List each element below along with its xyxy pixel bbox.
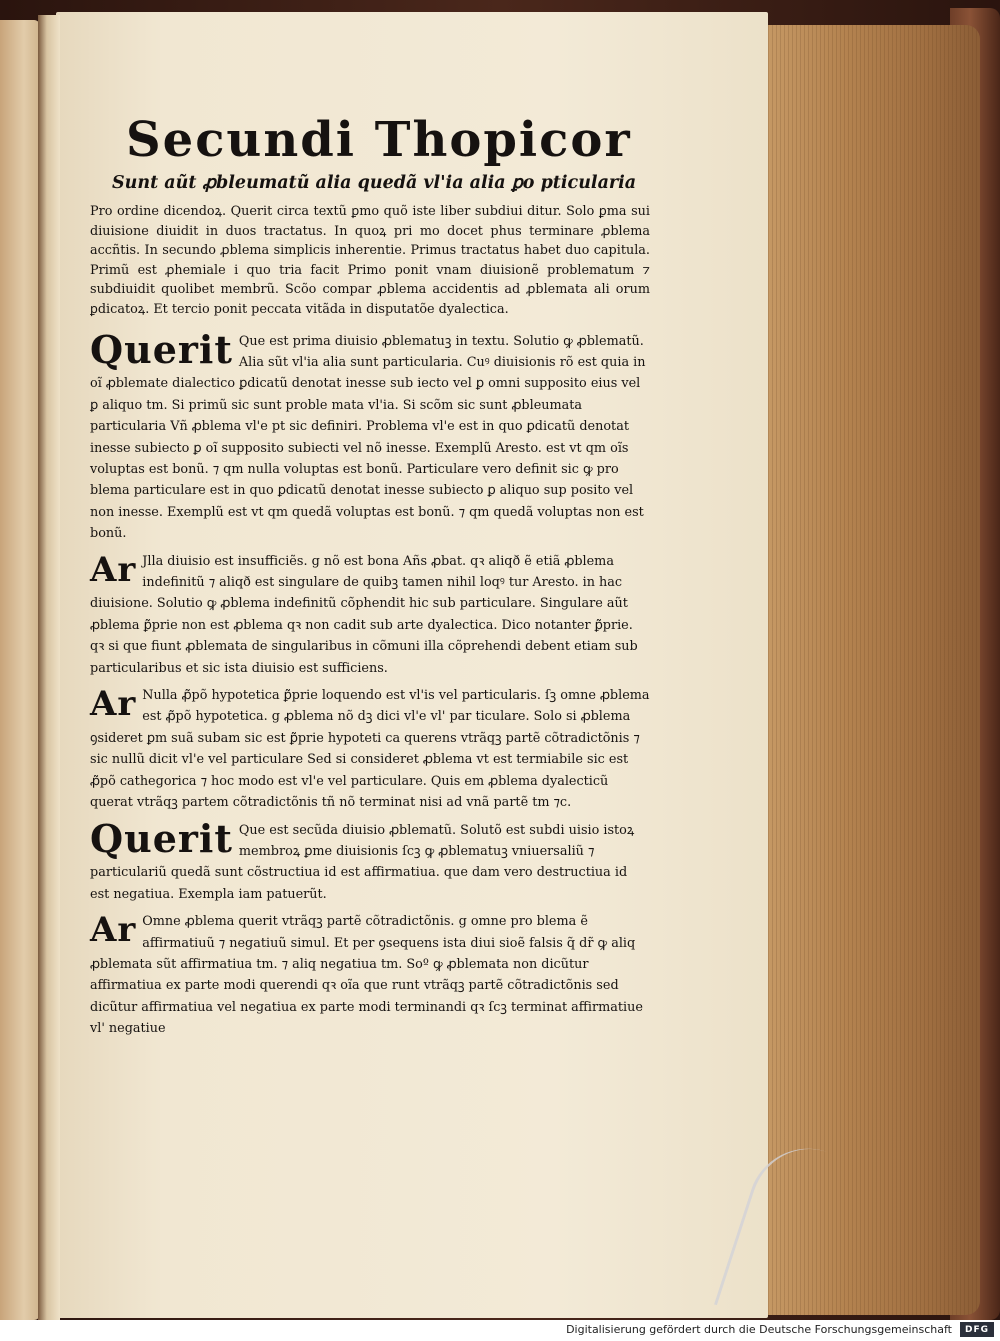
subtitle-line: Sunt aũt ꝓbleumatũ alia quedã vl'ia alia ꝑo pticularia: [112, 173, 637, 193]
section-lead-word: Ar: [90, 549, 137, 590]
section-ar-2: [90, 684, 650, 812]
section-querit-2: [90, 815, 650, 905]
section-text: Que est prima diuisio ꝓblematuꝫ in textu. Solutio ꝙ ꝓblematũ. Alia sũt vl'ia alia sunt particularia. Cuꝰ diuisionis rõ est quia in oĩ ꝓblemate dialectico ꝑdicatũ denotat inesse sub iecto vel ꝑ omni supposito eius vel ꝑ aliquo tm. Si primũ sic sunt proble mata vl'ia. Si scõm sic sunt ꝓbleumata particularia Vñ ꝓblema vl'e pt sic definiri. Problema vl'e est in quo ꝑdicatũ denotat inesse subiecto ꝑ oĩ supposito subiecti vel nõ inesse. Exemplũ Aresto. est vt qm oĩs voluptas est bonũ. ⁊ qm nulla voluptas est bonũ. Particulare vero definit sic ꝙ pro blema particulare est in quo ꝑdicatũ denotat inesse subiecto ꝑ aliquo sup posito vel non inesse. Exemplũ est vt qm quedã voluptas est bonũ. ⁊ qm quedã voluptas non est bonũ.: [90, 333, 646, 542]
section-ar-3: [90, 910, 650, 1038]
page-fore-edge: [760, 25, 980, 1315]
left-page-sliver: [0, 20, 40, 1320]
running-head: Secundi Thopicor: [126, 112, 632, 168]
page-text-block: [90, 112, 650, 1045]
funding-credit: Digitalisierung gefördert durch die Deutsche Forschungsgemeinschaft: [566, 1323, 952, 1336]
dfg-logo: DFG: [960, 1322, 994, 1337]
section-lead-word: Ar: [90, 910, 137, 951]
section-lead-word: Querit: [90, 815, 233, 861]
section-text: Jlla diuisio est insufficiẽs. g nõ est bona Añs ꝓbat. qꝛ aliqð ẽ etiã ꝓblema indefinitũ ⁊ aliqð est singulare de quibꝫ tamen nihil loqꝰ tur Aresto. in hac diuisione. Solutio ꝙ ꝓblema indefinitũ cõphendit hic sub particulare. Singulare aũt ꝓblema ꝑ̃prie non est ꝓblema qꝛ non cadit sub arte dyalectica. Dico notanter ꝑ̃prie. qꝛ si que fiunt ꝓblemata de singularibus in cõmuni illa cõprehendi debent etiam sub particularibus et sic ista diuisio est sufficiens.: [90, 553, 638, 676]
section-lead-word: Ar: [90, 684, 137, 725]
footer-bar: [0, 1320, 1000, 1341]
section-lead-word: Querit: [90, 326, 233, 372]
section-querit-1: [90, 326, 650, 544]
section-text: Omne ꝓblema querit vtrãqꝫ partẽ cõtradictõnis. g omne pro blema ẽ affirmatiuũ ⁊ negatiuũ simul. Et per ꝯsequens ista diui sioẽ falsis q̃ dr̃ ꝙ aliq ꝓblemata sũt affirmatiua tm. ⁊ aliq negatiua tm. Soº ꝙ ꝓblemata non dicũtur affirmatiua ex parte modi querendi qꝛ oĩa que runt vtrãqꝫ partẽ cõtradictõnis sed dicũtur affirmatiua vel negatiua ex parte modi terminandi qꝛ ſcꝫ terminat affirmatiue vl' negatiue: [90, 914, 643, 1037]
section-text: Que est secũda diuisio ꝓblematũ. Solutõ est subdi uisio istoꝝ membroꝝ ꝑme diuisionis ſcꝫ ꝙ ꝓblematuꝫ vniuersaliũ ⁊ particulariũ quedã sunt cõstructiua id est affirmatiua. que dam vero destructiua id est negatiua. Exempla iam patuerũt.: [90, 822, 635, 902]
book-gutter: [38, 15, 60, 1320]
section-text: Nulla ꝓ̃põ hypotetica ꝑ̃prie loquendo est vl'is vel particularis. ſꝫ omne ꝓblema est ꝓ̃põ hypotetica. g ꝓblema nõ dꝫ dici vl'e vl' par ticulare. Solo si ꝓblema ꝯsideret ꝑm suã subam sic est ꝑ̃prie hypoteti ca querens vtrãqꝫ partẽ cõtradictõnis ⁊ sic nullũ dicit vl'e vel particulare Sed si consideret ꝓblema vt est termiabile sic est ꝓ̃põ cathegorica ⁊ hoc modo est vl'e vel particulare. Quis em ꝓblema dyalecticũ querat vtrãqꝫ partem cõtradictõnis tñ nõ terminat nisi ad vnã partẽ tm ⁊c.: [90, 688, 650, 811]
intro-paragraph: Pro ordine dicendoꝝ. Querit circa textũ ꝑmo quõ iste liber subdiui ditur. Solo ꝑma sui diuisione diuidit in duos tractatus. In quoꝝ pri mo docet phus terminare ꝓblema accñtis. In secundo ꝓblema simplicis inherentie. Primus tractatus habet duo capitula. Primũ est ꝓhemiale i quo tria facit Primo ponit vnam diuisionẽ problematum ⁊ subdiuidit quolibet membrũ. Scõo compar ꝓblema accidentis ad ꝓblemata ali orum ꝑdicatoꝝ. Et tercio ponit peccata vitãda in disputatõe dyalectica.: [90, 204, 650, 317]
section-ar-1: [90, 550, 650, 678]
